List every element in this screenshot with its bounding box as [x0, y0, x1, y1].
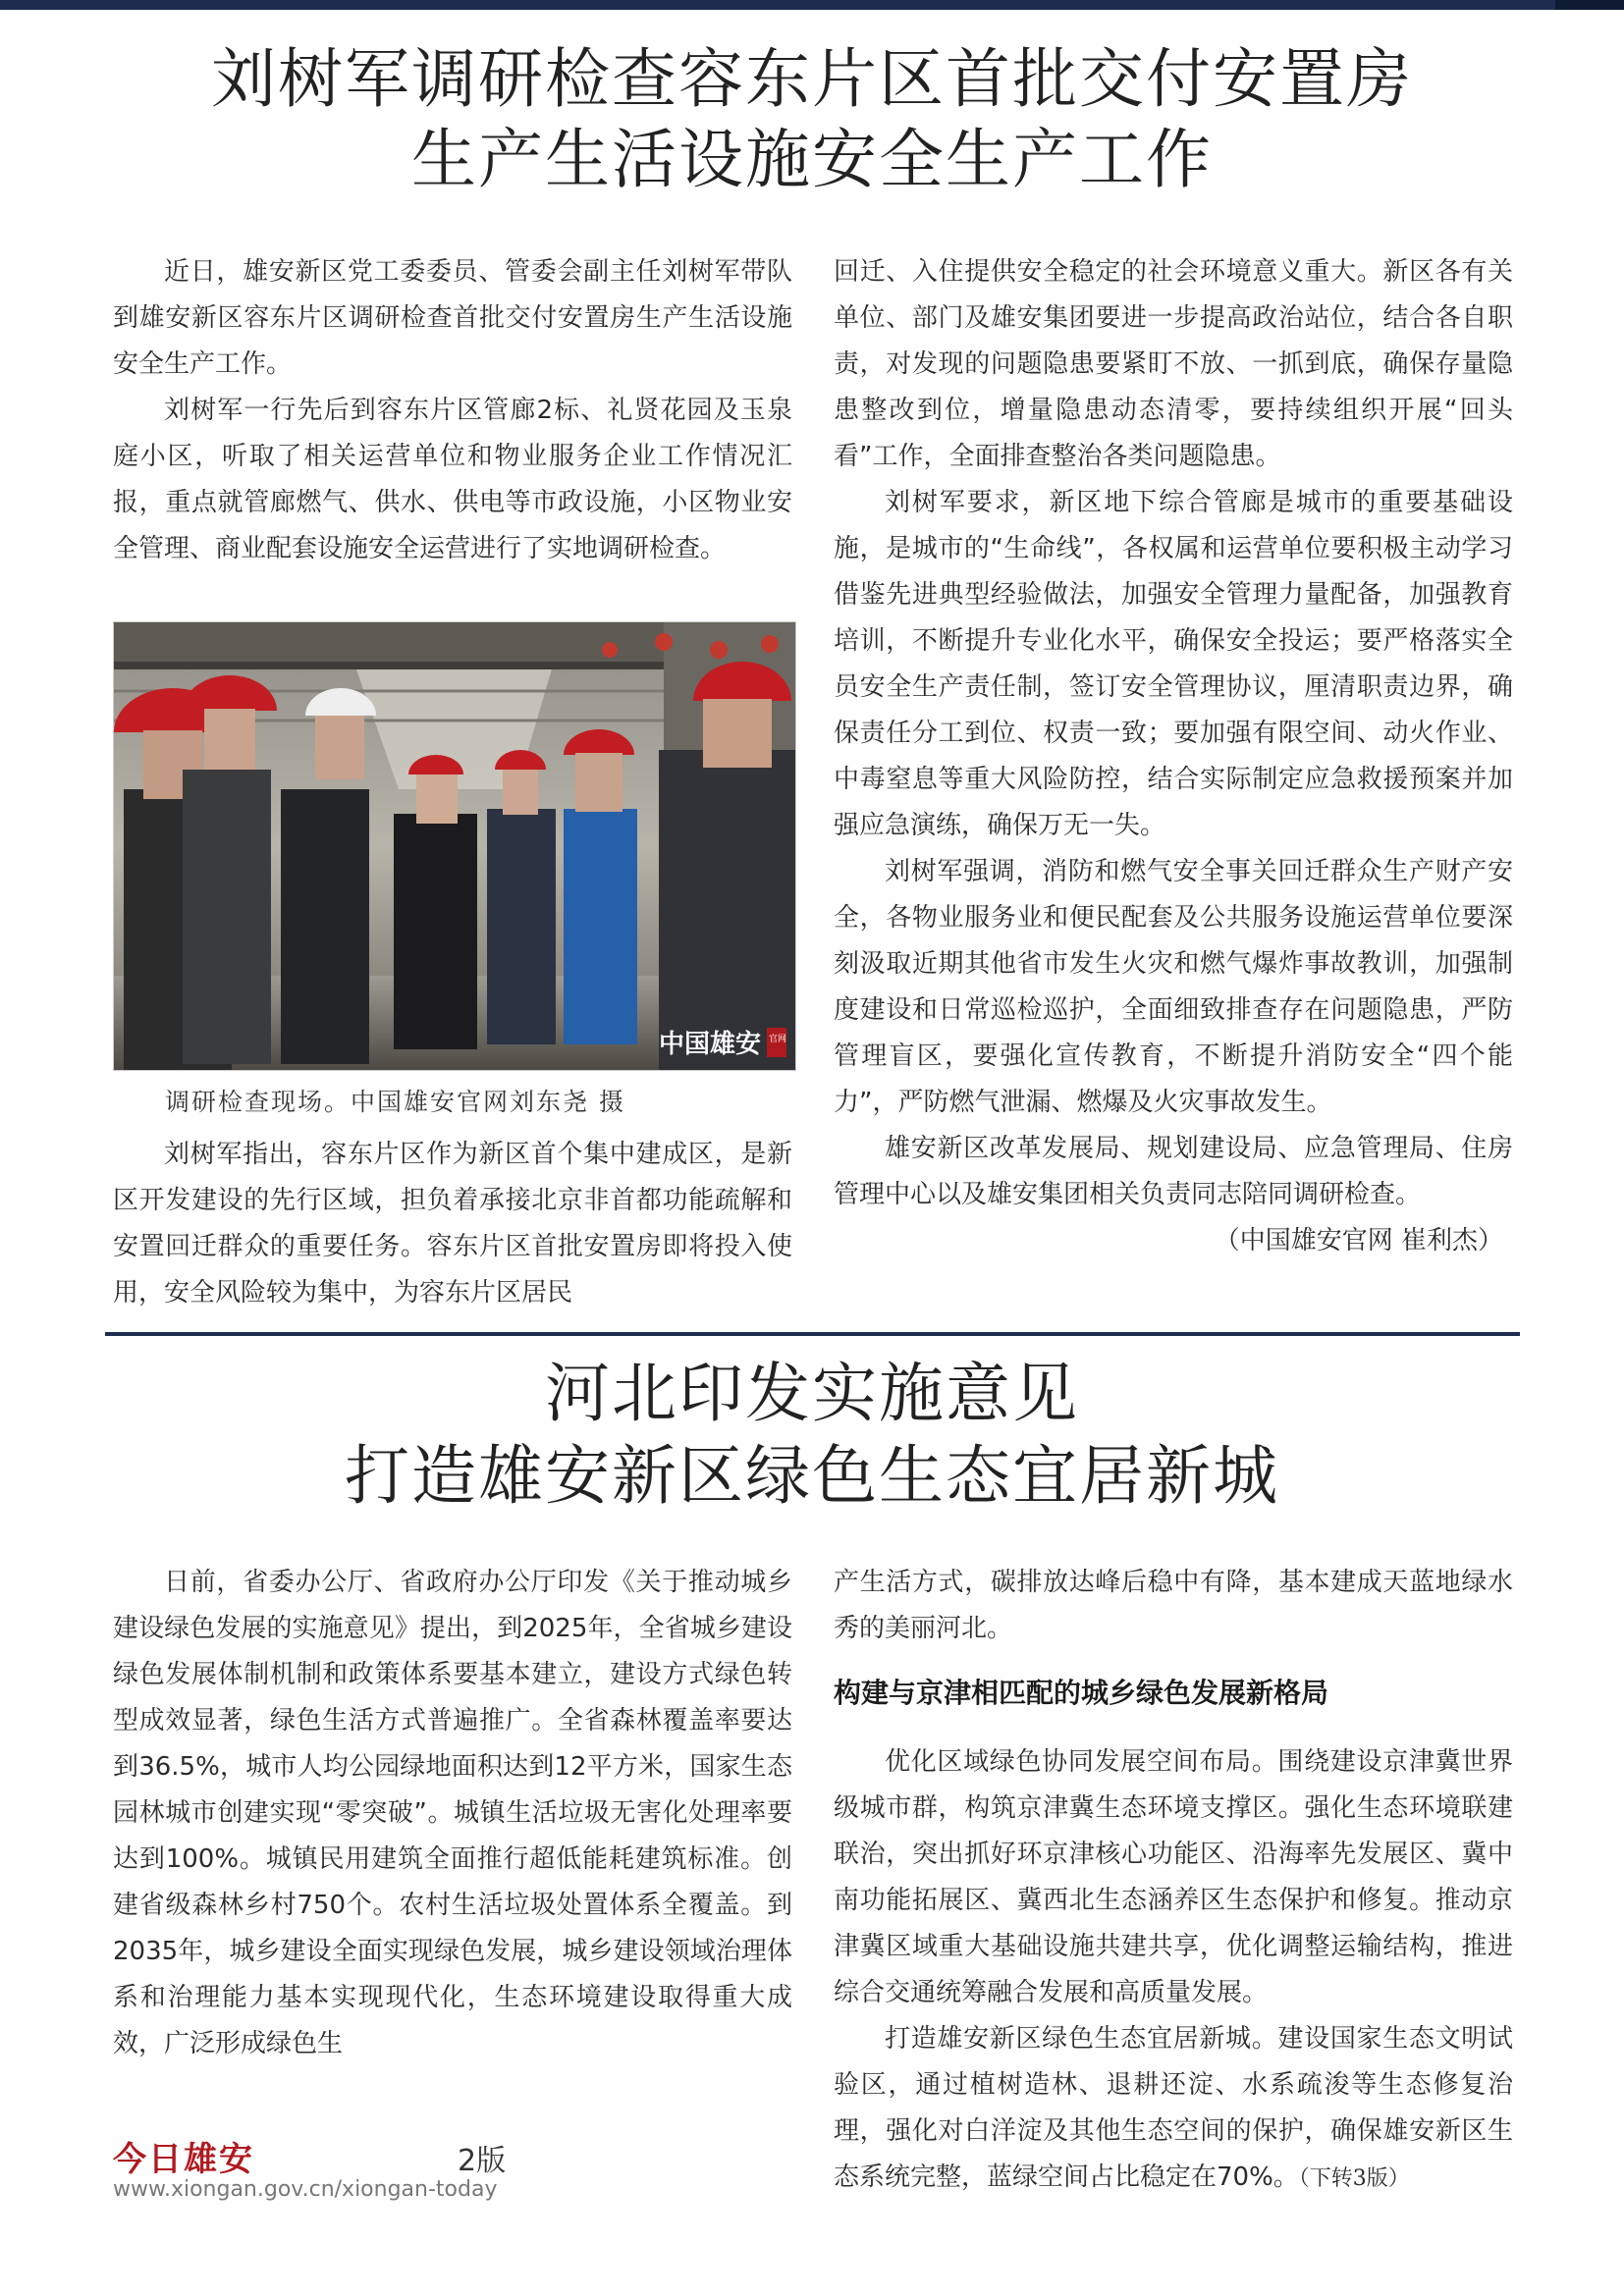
article2-paragraph: 优化区域绿色协同发展空间布局。围绕建设京津冀世界级城市群，构筑京津冀生态环境支撑区。强化生态环境联建联治，突出抓好环京津核心功能区、沿海率先发展区、冀中南功能拓展区、冀西北生态涵养区生态保护和修复。推动京津冀区域重大基础设施共建共享，优化调整运输结构，推进综合交通统筹融合发展和高质量发展。	[834, 1747, 1513, 2007]
article1-left-column-bottom	[113, 1132, 792, 1316]
article2-title-line2: 打造雄安新区绿色生态宜居新城	[345, 1438, 1279, 1514]
article1-paragraph: 回迁、入住提供安全稳定的社会环境意义重大。新区各有关单位、部门及雄安集团要进一步提高政治站位，结合各自职责，对发现的问题隐患要紧盯不放、一抓到底，确保存量隐患整改到位，增量隐患动态清零，要持续组织开展“回头看”工作，全面排查整治各类问题隐患。	[834, 257, 1513, 471]
top-bar	[0, 0, 1624, 10]
article2-title-line1: 河北印发实施意见	[545, 1356, 1079, 1431]
footer-url: www.xiongan.gov.cn/xiongan-today	[113, 2177, 498, 2202]
article2-last-paragraph: 打造雄安新区绿色生态宜居新城。建设国家生态文明试验区，通过植树造林、退耕还淀、水系疏浚等生态修复治理，强化对白洋淀及其他生态空间的保护，确保雄安新区生态系统完整，蓝绿空间占比稳定在70%。	[834, 2024, 1513, 2192]
article1-paragraph: 近日，雄安新区党工委委员、管委会副主任刘树军带队到雄安新区容东片区调研检查首批交付安置房生产生活设施安全生产工作。	[113, 257, 792, 379]
article2-paragraph: 产生活方式，碳排放达峰后稳中有降，基本建成天蓝地绿水秀的美丽河北。	[834, 1568, 1513, 1643]
article1-paragraph: 刘树军要求，新区地下综合管廊是城市的重要基础设施，是城市的“生命线”，各权属和运营单位要积极主动学习借鉴先进典型经验做法，加强安全管理力量配备，加强教育培训，不断提升专业化水平，确保安全投运；要严格落实全员安全生产责任制，签订安全管理协议，厘清职责边界，确保责任分工到位、权责一致；要加强有限空间、动火作业、中毒窒息等重大风险防控，结合实际制定应急救援预案并加强应急演练，确保万无一失。	[834, 488, 1513, 840]
article2-left-column	[113, 1560, 792, 2067]
article-divider	[105, 1332, 1520, 1336]
publication-logo: 今日雄安	[113, 2140, 254, 2179]
article1-title	[0, 39, 1624, 200]
article1-paragraph: 刘树军一行先后到容东片区管廊2标、礼贤花园及玉泉庭小区，听取了相关运营单位和物业服务企业工作情况汇报，重点就管廊燃气、供水、供电等市政设施，小区物业安全管理、商业配套设施安全运营进行了实地调研检查。	[113, 396, 792, 563]
photo-watermark-seal: 官网	[769, 1035, 787, 1044]
article1-paragraph: 雄安新区改革发展局、规划建设局、应急管理局、住房管理中心以及雄安集团相关负责同志陪同调研检查。	[834, 1134, 1513, 1209]
article1-paragraph: 刘树军指出，容东片区作为新区首个集中建成区，是新区开发建设的先行区域，担负着承接北京非首都功能疏解和安置回迁群众的重要任务。容东片区首批安置房即将投入使用，安全风险较为集中，为容东片区居民	[113, 1140, 792, 1308]
continued-note: （下转3版）	[1298, 2166, 1410, 2191]
article1-title-line1: 刘树军调研检查容东片区首批交付安置房	[211, 41, 1413, 117]
photo-caption: 调研检查现场。中国雄安官网刘东尧 摄	[165, 1088, 625, 1116]
article2-paragraph	[834, 2016, 1513, 2202]
article1-title-line2: 生产生活设施安全生产工作	[411, 122, 1213, 197]
article2-paragraph: 日前，省委办公厅、省政府办公厅印发《关于推动城乡建设绿色发展的实施意见》提出，到2025年，全省城乡建设绿色发展体制机制和政策体系要基本建立，建设方式绿色转型成效显著，绿色生活方式普遍推广。全省森林覆盖率要达到36.5%，城市人均公园绿地面积达到12平方米，国家生态园林城市创建实现“零突破”。城镇生活垃圾无害化处理率要达到100%。城镇民用建筑全面推行超低能耗建筑标准。创建省级森林乡村750个。农村生活垃圾处置体系全覆盖。到2035年，城乡建设全面实现绿色发展，城乡建设领域治理体系和治理能力基本实现现代化，生态环境建设取得重大成效，广泛形成绿色生	[113, 1568, 792, 2058]
page-number: 2版	[458, 2144, 507, 2178]
article1-left-column-top	[113, 249, 792, 572]
article1-credit: （中国雄安官网 崔利杰）	[1214, 1226, 1503, 1255]
inspection-photo	[113, 621, 796, 1071]
article2-subheading: 构建与京津相匹配的城乡绿色发展新格局	[834, 1677, 1329, 1709]
article2-right-column	[834, 1560, 1513, 2202]
article1-right-column	[834, 249, 1513, 1264]
article1-paragraph: 刘树军强调，消防和燃气安全事关回迁群众生产财产安全，各物业服务业和便民配套及公共服务设施运营单位要深刻汲取近期其他省市发生火灾和燃气爆炸事故教训，加强制度建设和日常巡检巡护，全面细致排查存在问题隐患，严防管理盲区，要强化宣传教育，不断提升消防安全“四个能力”，严防燃气泄漏、燃爆及火灾事故发生。	[834, 857, 1513, 1117]
article2-title	[0, 1353, 1624, 1518]
top-bar-accent	[1555, 0, 1624, 10]
photo-watermark: 中国雄安	[659, 1030, 762, 1059]
